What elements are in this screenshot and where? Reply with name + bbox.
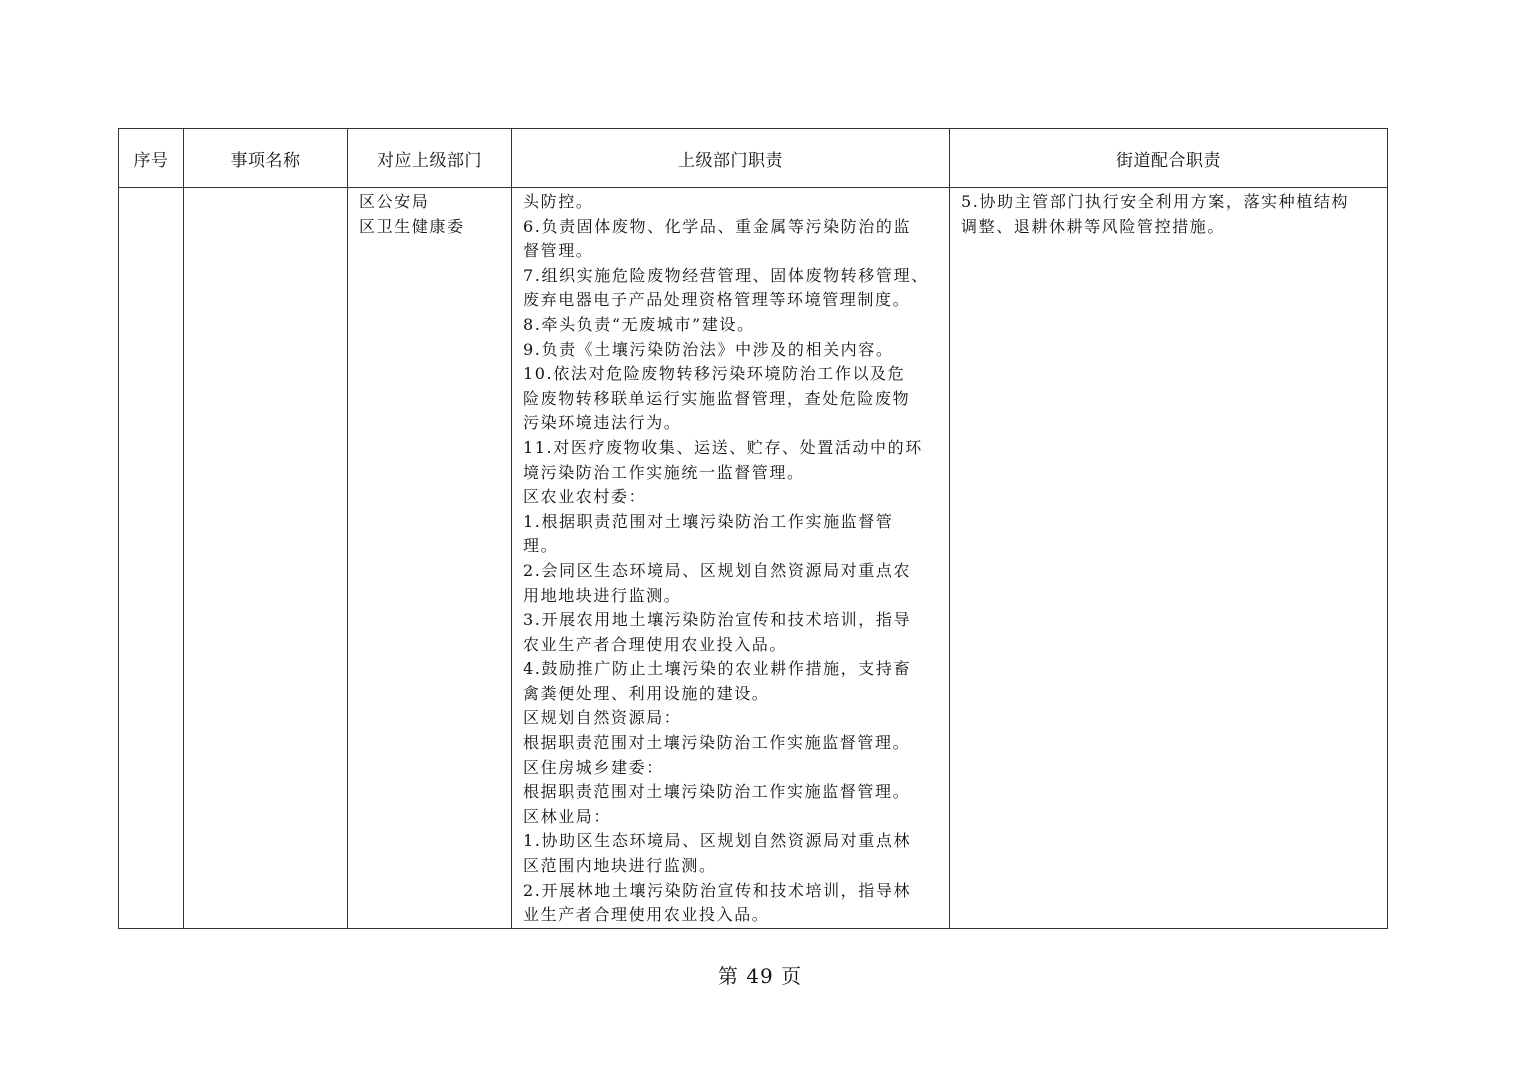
text-line: 10.依法对危险废物转移污染环境防治工作以及危 xyxy=(523,364,906,384)
text-line: 用地地块进行监测。 xyxy=(523,585,682,605)
text-line: 调整、退耕休耕等风险管控措施。 xyxy=(961,216,1226,236)
responsibility-table xyxy=(118,128,1388,929)
text-line: 7.组织实施危险废物经营管理、固体废物转移管理、 xyxy=(523,265,929,285)
text-line: 区林业局： xyxy=(523,806,612,826)
text-line: 根据职责范围对土壤污染防治工作实施监督管理。 xyxy=(523,733,911,753)
text-line: 3.开展农用地土壤污染防治宣传和技术培训，指导 xyxy=(523,610,912,630)
text-line: 6.负责固体废物、化学品、重金属等污染防治的监 xyxy=(523,216,912,236)
text-line: 1.协助区生态环境局、区规划自然资源局对重点林 xyxy=(523,831,912,851)
table-header-row xyxy=(119,129,1388,188)
text-line: 督管理。 xyxy=(523,241,594,261)
text-line: 区卫生健康委 xyxy=(359,216,465,236)
text-line: 区农业农村委： xyxy=(523,487,647,507)
text-line: 禽粪便处理、利用设施的建设。 xyxy=(523,683,770,703)
upper-duties-list xyxy=(512,188,949,928)
text-line: 4.鼓励推广防止土壤污染的农业耕作措施，支持畜 xyxy=(523,659,912,679)
text-line: 头防控。 xyxy=(523,192,594,211)
text-line: 5.协助主管部门执行安全利用方案，落实种植结构 xyxy=(961,192,1350,211)
header-item-name: 事项名称 xyxy=(184,129,348,188)
text-line: 区住房城乡建委： xyxy=(523,757,664,777)
text-line: 8.牵头负责“无废城市”建设。 xyxy=(523,314,755,334)
header-street-duties: 街道配合职责 xyxy=(950,129,1388,188)
upper-departments-list xyxy=(348,188,511,239)
text-line: 2.开展林地土壤污染防治宣传和技术培训，指导林 xyxy=(523,880,912,900)
cell-upper-duties xyxy=(512,188,950,929)
text-line: 业生产者合理使用农业投入品。 xyxy=(523,905,770,925)
cell-street-duties xyxy=(950,188,1388,929)
table-row xyxy=(119,188,1388,929)
street-duties-list xyxy=(950,188,1387,239)
text-line: 9.负责《土壤污染防治法》中涉及的相关内容。 xyxy=(523,339,894,359)
text-line: 1.根据职责范围对土壤污染防治工作实施监督管 xyxy=(523,511,894,531)
text-line: 11.对医疗废物收集、运送、贮存、处置活动中的环 xyxy=(523,437,923,457)
header-index: 序号 xyxy=(119,129,184,188)
text-line: 区公安局 xyxy=(359,192,430,211)
cell-item-name-text xyxy=(184,188,347,190)
text-line: 理。 xyxy=(523,536,559,556)
cell-upper-departments xyxy=(348,188,512,929)
text-line: 废弃电器电子产品处理资格管理等环境管理制度。 xyxy=(523,290,911,310)
text-line: 根据职责范围对土壤污染防治工作实施监督管理。 xyxy=(523,782,911,802)
cell-index xyxy=(119,188,184,929)
text-line: 污染环境违法行为。 xyxy=(523,413,682,433)
cell-item-name xyxy=(184,188,348,929)
text-line: 区范围内地块进行监测。 xyxy=(523,856,717,876)
cell-index-text xyxy=(119,188,183,190)
text-line: 2.会同区生态环境局、区规划自然资源局对重点农 xyxy=(523,560,912,580)
page-number: 第 49 页 xyxy=(717,964,803,988)
text-line: 农业生产者合理使用农业投入品。 xyxy=(523,634,788,654)
text-line: 区规划自然资源局： xyxy=(523,708,682,728)
text-line: 境污染防治工作实施统一监督管理。 xyxy=(523,462,805,482)
header-upper-department: 对应上级部门 xyxy=(348,129,512,188)
text-line: 险废物转移联单运行实施监督管理，查处危险废物 xyxy=(523,388,911,408)
header-upper-duties: 上级部门职责 xyxy=(512,129,950,188)
